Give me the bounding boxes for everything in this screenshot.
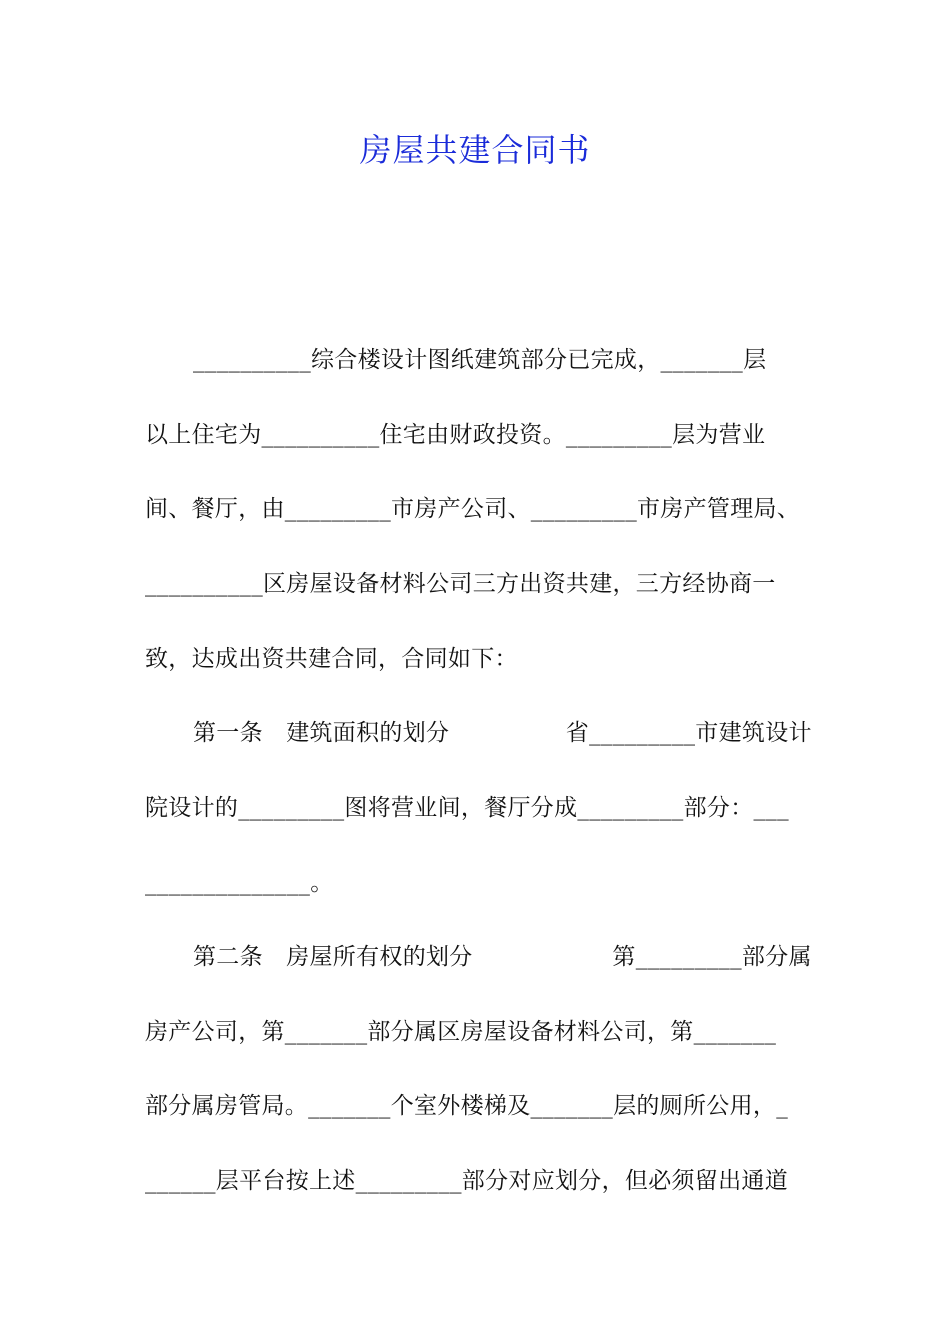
article-2-line-4: ______层平台按上述_________部分对应划分，但必须留出通道 [145,1168,788,1194]
article-1-line-2: 院设计的_________图将营业间，餐厅分成_________部分：___ [145,795,789,821]
article-2-line-2: 房产公司，第_______部分属区房屋设备材料公司，第_______ [145,1019,777,1045]
article-2-line-3: 部分属房管局。_______个室外楼梯及_______层的厕所公用，_ [145,1093,788,1119]
article-2-line-1: 第二条 房屋所有权的划分 第_________部分属 [193,944,812,970]
paragraph-line-3: 间、餐厅，由_________市房产公司、_________市房产管理局、 [145,496,801,522]
paragraph-line-4: __________区房屋设备材料公司三方出资共建，三方经协商一 [145,571,776,597]
paragraph-line-2: 以上住宅为__________住宅由财政投资。_________层为营业 [145,422,766,448]
paragraph-line-5: 致，达成出资共建合同，合同如下： [145,646,518,672]
article-1-line-3: ______________。 [145,870,334,896]
document-title: 房屋共建合同书 [359,131,591,169]
article-1-line-1: 第一条 建筑面积的划分 省_________市建筑设计 [193,720,812,746]
paragraph-line-1: __________综合楼设计图纸建筑部分已完成，_______层 [193,347,767,373]
